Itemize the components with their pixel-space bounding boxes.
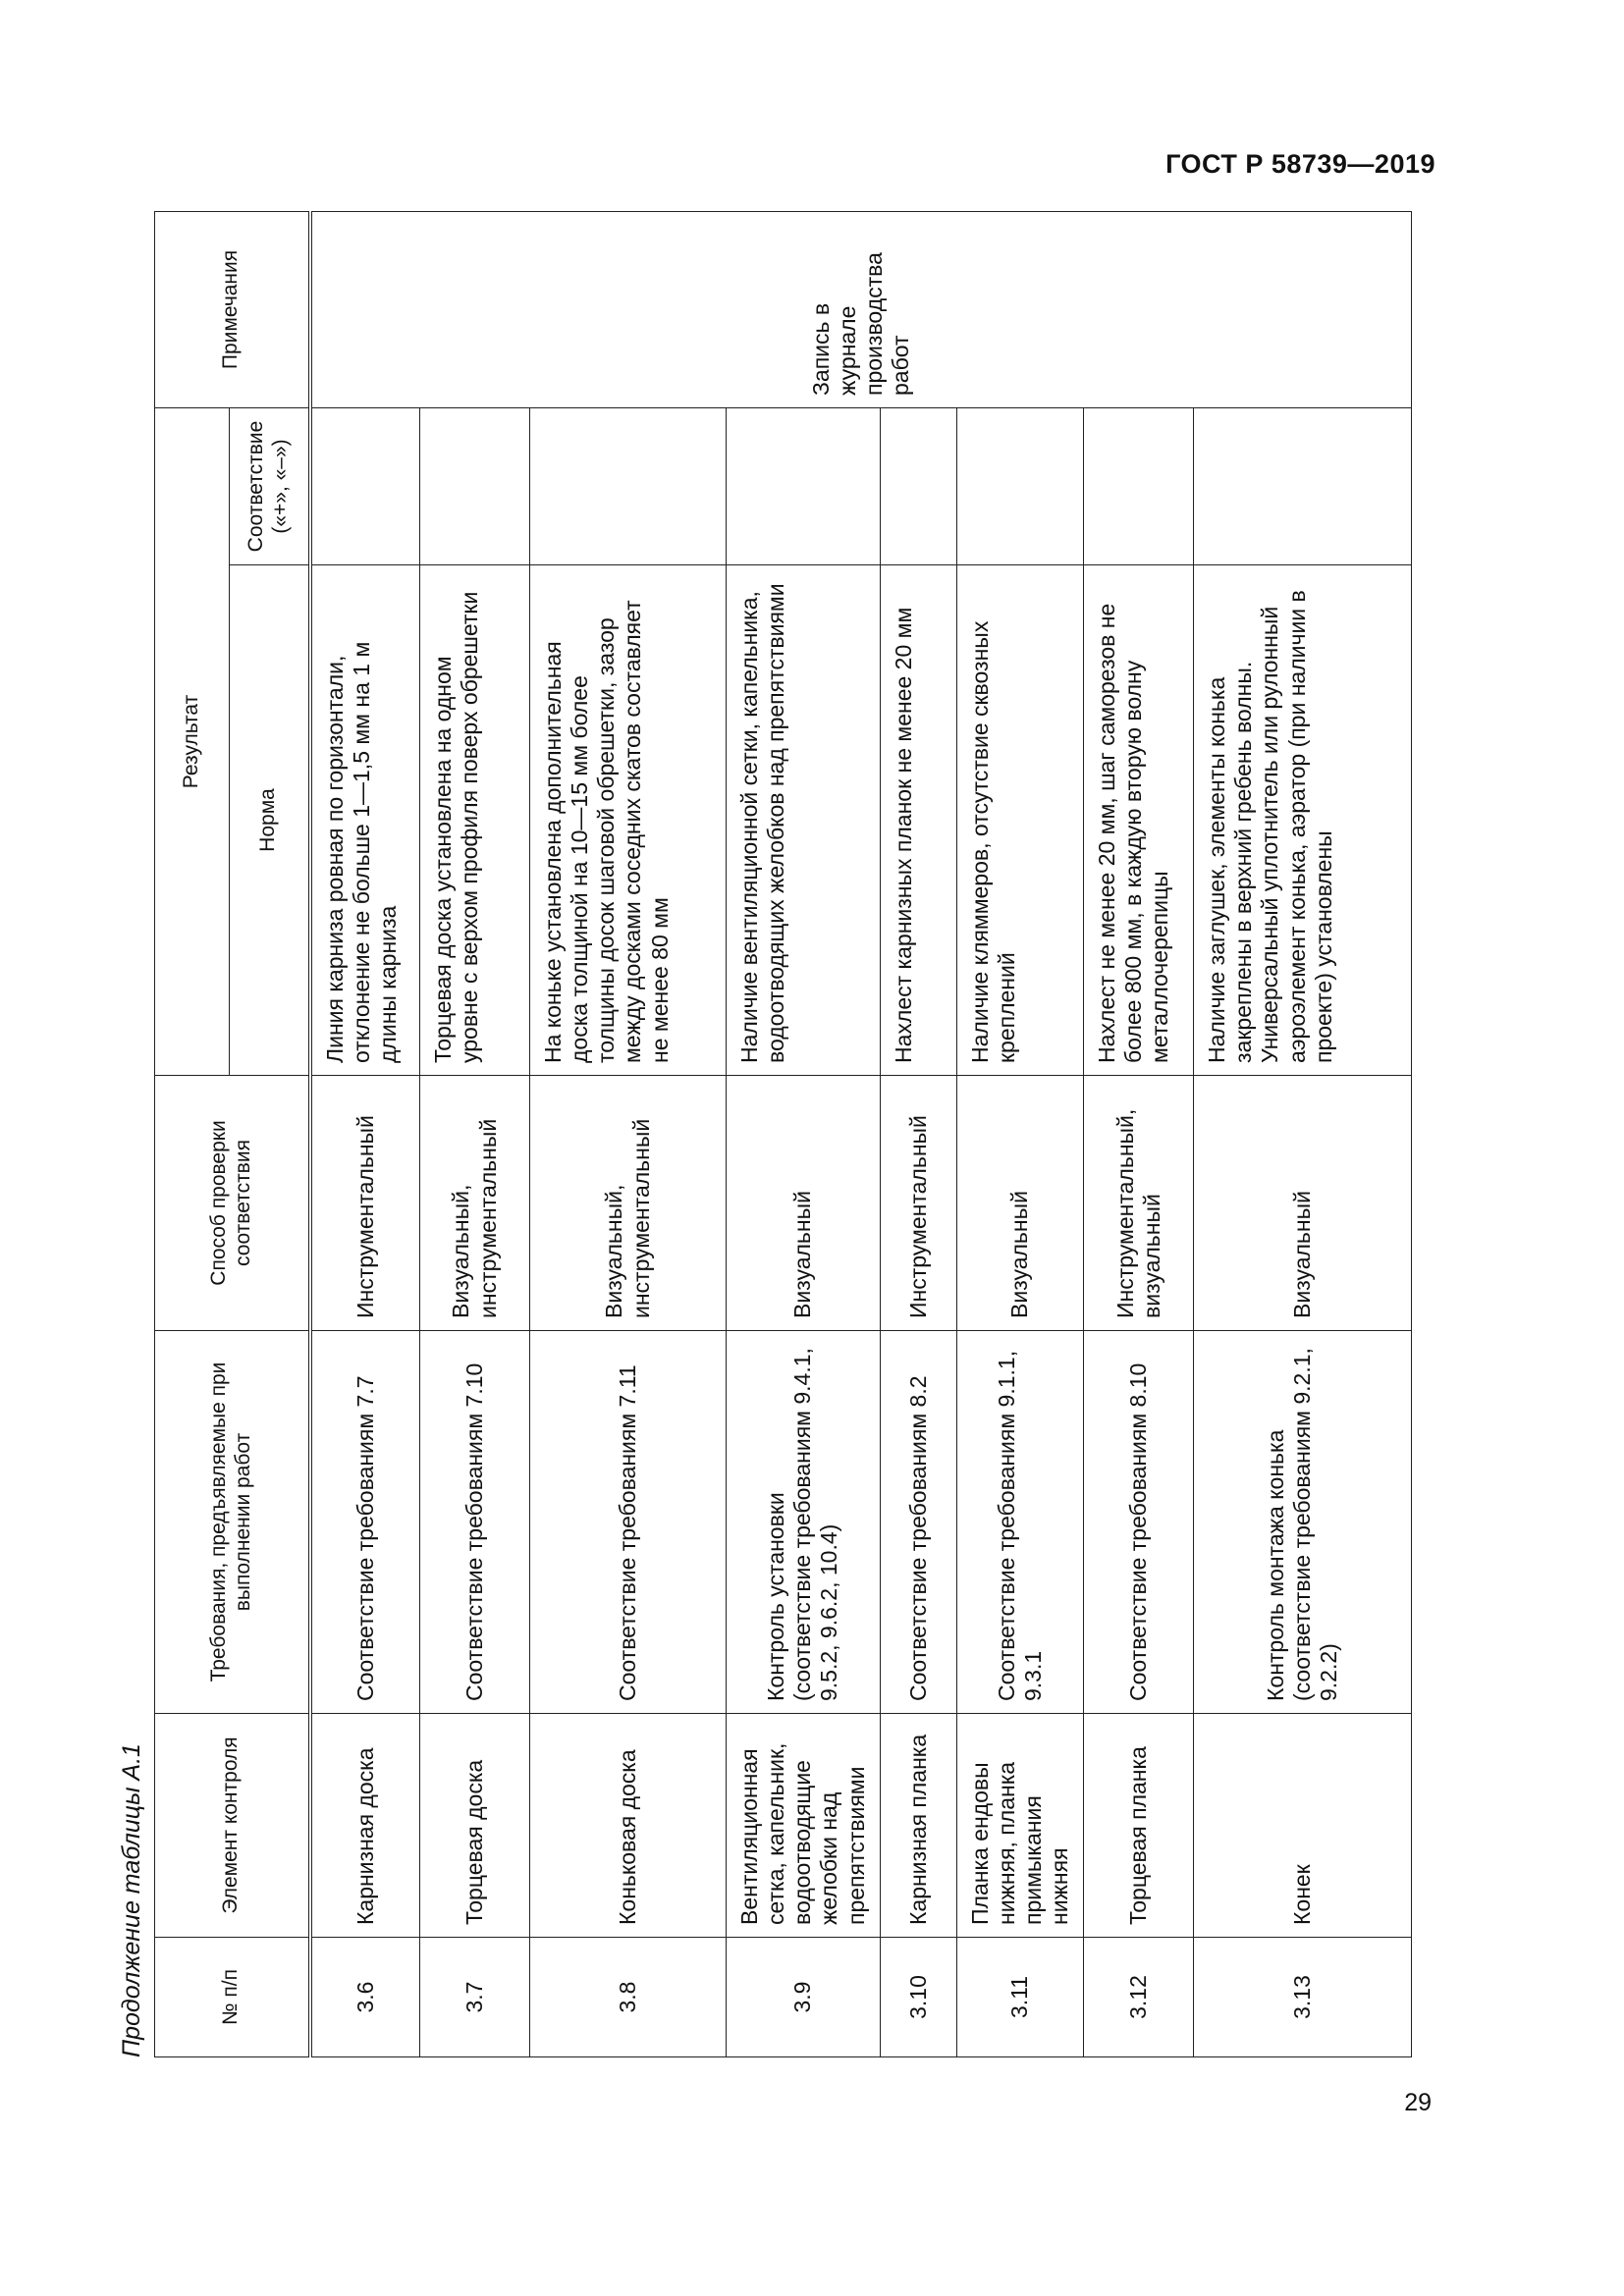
table-row <box>530 211 727 2056</box>
row-method: Инструментальный, визуальный <box>1084 1076 1194 1331</box>
row-method: Визуальный <box>956 1076 1084 1331</box>
row-requirement: Контроль монтажа конька (соответствие требованиям 9.2.1, 9.2.2) <box>1194 1331 1412 1714</box>
table-row <box>727 211 881 2056</box>
row-conformity <box>880 407 956 564</box>
header-element: Элемент контроля <box>155 1714 310 1938</box>
row-requirement: Соответствие требованиям 7.7 <box>310 1331 420 1714</box>
row-conformity <box>727 407 881 564</box>
header-conformity: Соответствие («+», «–») <box>230 407 310 564</box>
row-requirement: Соответствие требованиям 8.10 <box>1084 1331 1194 1714</box>
page-number: 29 <box>1404 2089 1432 2116</box>
row-method: Визуальный <box>727 1076 881 1331</box>
row-num: 3.8 <box>530 1938 727 2057</box>
row-method: Инструментальный <box>880 1076 956 1331</box>
header-norm: Норма <box>230 565 310 1076</box>
row-num: 3.13 <box>1194 1938 1412 2057</box>
row-requirement: Соответствие требованиям 7.11 <box>530 1331 727 1714</box>
row-element: Конек <box>1194 1714 1412 1938</box>
rotated-table-block <box>110 212 1357 2057</box>
header-num: № п/п <box>155 1938 310 2057</box>
row-conformity <box>420 407 530 564</box>
row-norm: Нахлест карнизных планок не менее 20 мм <box>880 565 956 1076</box>
standard-designation: ГОСТ Р 58739—2019 <box>1165 149 1435 179</box>
row-method: Визуальный, инструментальный <box>530 1076 727 1331</box>
row-conformity <box>310 407 420 564</box>
table-row <box>956 211 1084 2056</box>
row-element: Торцевая доска <box>420 1714 530 1938</box>
row-norm: Линия карниза ровная по горизонтали, отклонение не больше 1—1,5 мм на 1 м длины карниза <box>310 565 420 1076</box>
table-caption: Продолжение таблицы А.1 <box>118 1743 145 2057</box>
row-element: Коньковая доска <box>530 1714 727 1938</box>
header-requirements: Требования, предъявляемые при выполнении работ <box>155 1331 310 1714</box>
row-conformity <box>1194 407 1412 564</box>
table-row <box>420 211 530 2056</box>
row-norm: Торцевая доска установлена на одном уровне с верхом профиля поверх обрешетки <box>420 565 530 1076</box>
row-element: Планка ендовы нижняя, планка примыкания нижняя <box>956 1714 1084 1938</box>
row-num: 3.9 <box>727 1938 881 2057</box>
header-row <box>155 211 230 2056</box>
row-conformity <box>956 407 1084 564</box>
row-method: Визуальный, инструментальный <box>420 1076 530 1331</box>
row-element: Карнизная доска <box>310 1714 420 1938</box>
row-num: 3.6 <box>310 1938 420 2057</box>
row-norm: Нахлест не менее 20 мм, шаг саморезов не более 800 мм, в каждую вторую волну металлочерепицы <box>1084 565 1194 1076</box>
header-notes: Примечания <box>155 211 310 407</box>
row-num: 3.12 <box>1084 1938 1194 2057</box>
table-row <box>880 211 956 2056</box>
table-row <box>1194 211 1412 2056</box>
row-notes: Запись в журнале производства работ <box>310 211 1412 407</box>
row-requirement: Контроль установки (соответствие требованиям 9.4.1, 9.5.2, 9.6.2, 10.4) <box>727 1331 881 1714</box>
row-norm: Наличие вентиляционной сетки, капельника, водоотводящих желобков над препятствиями <box>727 565 881 1076</box>
row-conformity <box>1084 407 1194 564</box>
row-element: Вентиляционная сетка, капельник, водоотводящие желобки над препятствиями <box>727 1714 881 1938</box>
row-norm-line: Универсальный уплотнитель или рулонный аэроэлемент конька, аэратор (при наличии в проекте) установлены <box>1257 590 1336 1063</box>
row-element: Карнизная планка <box>880 1714 956 1938</box>
row-norm: Наличие кляммеров, отсутствие сквозных креплений <box>956 565 1084 1076</box>
row-norm <box>1194 565 1412 1076</box>
row-method: Визуальный <box>1194 1076 1412 1331</box>
row-norm: На коньке установлена дополнительная доска толщиной на 10—15 мм более толщины досок шаговой обрешетки, зазор между досками соседних скатов составляет не менее 80 мм <box>530 565 727 1076</box>
row-requirement: Соответствие требованиям 8.2 <box>880 1331 956 1714</box>
row-method: Инструментальный <box>310 1076 420 1331</box>
table-row <box>1084 211 1194 2056</box>
row-element: Торцевая планка <box>1084 1714 1194 1938</box>
row-requirement: Соответствие требованиям 9.1.1, 9.3.1 <box>956 1331 1084 1714</box>
row-requirement: Соответствие требованиям 7.10 <box>420 1331 530 1714</box>
row-num: 3.11 <box>956 1938 1084 2057</box>
table-row <box>310 211 420 2056</box>
header-result: Результат <box>155 407 230 1075</box>
inspection-table <box>154 211 1412 2057</box>
row-norm-line: Наличие заглушек, элементы конька закреплены в верхний гребень волны. <box>1204 661 1257 1063</box>
row-num: 3.7 <box>420 1938 530 2057</box>
row-conformity <box>530 407 727 564</box>
row-num: 3.10 <box>880 1938 956 2057</box>
header-method: Способ проверки соответствия <box>155 1076 310 1331</box>
